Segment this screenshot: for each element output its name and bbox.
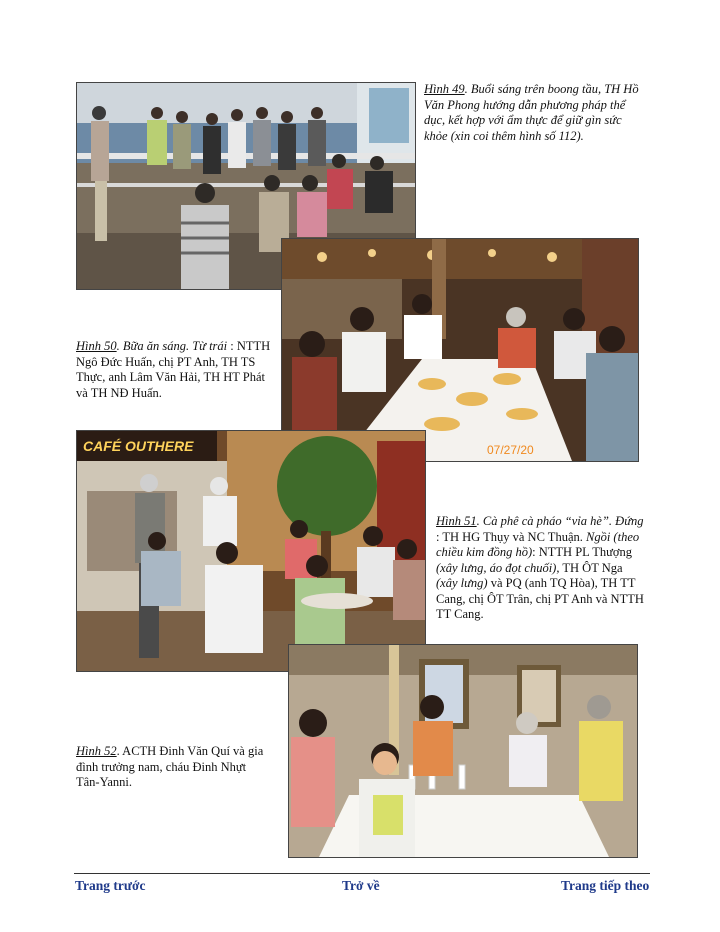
caption-50 [76, 339, 274, 401]
caption-52-label: Hình 52 [76, 744, 117, 758]
caption-51-p7: TH ÔT Nga [562, 560, 623, 575]
caption-51-p3: : TH HG Thụy và NC Thuận. [436, 529, 583, 544]
back-link[interactable]: Trở về [342, 878, 380, 893]
caption-49 [424, 82, 646, 144]
caption-50-italic: . Bữa ăn sáng. Từ trái [116, 339, 228, 353]
photo-cafe-sign: CAFÉ OUTHERE [83, 438, 194, 454]
photo-51-cafe [76, 430, 426, 672]
caption-51-p9: và PQ (anh TQ Hòa), TH TT Cang, chị ÔT Trân, chị PT Anh và NTTH TT Cang. [436, 576, 644, 621]
caption-52 [76, 744, 270, 791]
caption-51-p8: (xây lưng) [436, 576, 488, 590]
caption-51-p5: : NTTH PL Thượng [532, 545, 632, 559]
photo-date-stamp: 07/27/20 [487, 443, 534, 457]
prev-page-link[interactable]: Trang trước [75, 878, 146, 893]
caption-50-label: Hình 50 [76, 339, 117, 353]
caption-50-text: : NTTH Ngô Đức Huấn, chị PT Anh, TH TS Thực, anh Lâm Văn Hải, TH HT Phát và TH NĐ Huấn. [76, 339, 271, 400]
caption-51-p2: Đứng [615, 514, 644, 528]
photo-50-breakfast [281, 238, 639, 462]
caption-51-p1: . Cà phê cà pháo “vỉa hè”. [476, 514, 613, 528]
caption-51-p4: Ngồi (theo chiều kim đồng hồ) [436, 529, 640, 559]
caption-51-p6: (xây lưng, áo đọt chuối), [436, 560, 560, 575]
caption-52-text: . ACTH Đinh Văn Quí và gia đình trưởng nam, cháu Đinh Nhựt Tân-Yanni. [76, 744, 264, 789]
caption-51-label: Hình 51 [436, 514, 477, 528]
next-page-link[interactable]: Trang tiếp theo [561, 878, 650, 893]
caption-49-label: Hình 49 [424, 82, 465, 96]
caption-49-text: . Buổi sáng trên boong tầu, TH Hồ Văn Phong hướng dẫn phương pháp thể dục, kết hợp với ẩm thực để giữ gìn sức khỏe (xin coi thêm hình số 112). [424, 82, 639, 143]
photo-52-family-dinner [288, 644, 638, 858]
caption-51 [436, 514, 646, 623]
footer-divider [74, 873, 650, 874]
